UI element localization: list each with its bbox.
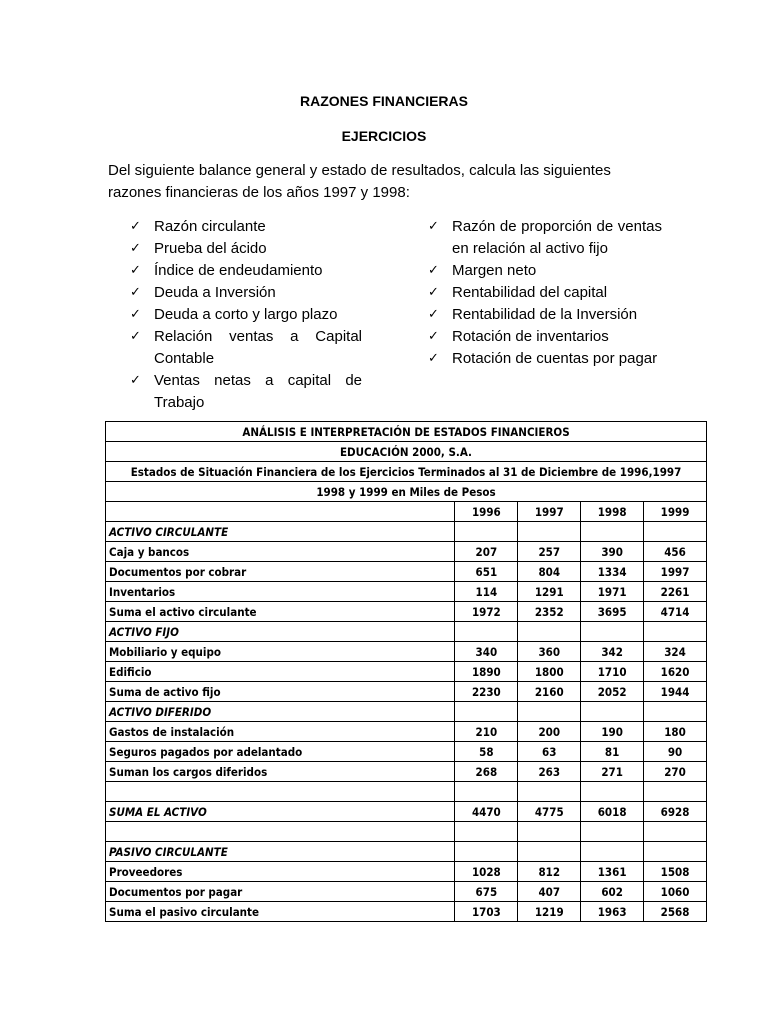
value-cell — [455, 842, 518, 862]
page-title: RAZONES FINANCIERAS — [299, 93, 468, 109]
ratio-label: Razón circulante — [154, 218, 266, 235]
value-cell: 263 — [518, 762, 581, 782]
section-row — [106, 842, 707, 862]
row-label: Suma de activo fijo — [106, 682, 455, 702]
section-row — [106, 802, 707, 822]
check-icon: ✓ — [428, 219, 439, 234]
value-cell: 651 — [455, 562, 518, 582]
section-label: SUMA EL ACTIVO — [106, 802, 455, 822]
row-label — [106, 782, 455, 802]
row-label: Suma el pasivo circulante — [106, 902, 455, 922]
section-row — [106, 622, 707, 642]
value-cell: 324 — [644, 642, 707, 662]
value-cell: 2160 — [518, 682, 581, 702]
ratio-label: Deuda a corto y largo plazo — [154, 306, 338, 323]
ratio-list-left — [130, 216, 362, 414]
ratio-label: Rotación de inventarios — [452, 328, 609, 345]
value-cell: 63 — [518, 742, 581, 762]
value-cell: 804 — [518, 562, 581, 582]
value-cell — [518, 782, 581, 802]
value-cell — [455, 702, 518, 722]
value-cell: 268 — [455, 762, 518, 782]
value-cell: 270 — [644, 762, 707, 782]
value-cell — [581, 622, 644, 642]
value-cell: 1971 — [581, 582, 644, 602]
ratio-label: Rotación de cuentas por pagar — [452, 350, 658, 367]
check-icon: ✓ — [428, 307, 439, 322]
ratio-label: Rentabilidad del capital — [452, 284, 608, 301]
row-label: Caja y bancos — [106, 542, 455, 562]
ratio-item — [130, 282, 362, 304]
ratio-item — [130, 326, 362, 370]
year-header: 1996 — [455, 502, 518, 522]
table-row — [106, 862, 707, 882]
value-cell — [518, 822, 581, 842]
value-cell: 4470 — [455, 802, 518, 822]
value-cell: 1963 — [581, 902, 644, 922]
ratio-label: Rentabilidad de la Inversión — [452, 306, 638, 323]
value-cell: 340 — [455, 642, 518, 662]
section-label: ACTIVO FIJO — [106, 622, 455, 642]
value-cell: 1361 — [581, 862, 644, 882]
table-row — [106, 902, 707, 922]
ratio-item — [130, 238, 362, 260]
value-cell: 1703 — [455, 902, 518, 922]
ratio-item — [428, 216, 662, 260]
value-cell: 1710 — [581, 662, 644, 682]
value-cell: 1972 — [455, 602, 518, 622]
value-cell — [455, 622, 518, 642]
value-cell: 4714 — [644, 602, 707, 622]
row-label: Edificio — [106, 662, 455, 682]
check-icon: ✓ — [130, 329, 141, 344]
ratio-label: Prueba del ácido — [154, 240, 267, 257]
value-cell — [644, 702, 707, 722]
row-label: Gastos de instalación — [106, 722, 455, 742]
table-header-cell: ANÁLISIS E INTERPRETACIÓN DE ESTADOS FINANCIEROS — [106, 422, 707, 442]
value-cell: 190 — [581, 722, 644, 742]
value-cell: 210 — [455, 722, 518, 742]
table-row — [106, 822, 707, 842]
value-cell: 6018 — [581, 802, 644, 822]
intro-paragraph: Del siguiente balance general y estado de resultados, calcula las siguientes razones financieras de los años 1997 y 1998: — [108, 162, 611, 201]
row-label: Inventarios — [106, 582, 455, 602]
table-header-cell: Estados de Situación Financiera de los Ejercicios Terminados al 31 de Diciembre de 1996,1997 — [106, 462, 707, 482]
section-row — [106, 522, 707, 542]
value-cell: 1508 — [644, 862, 707, 882]
value-cell: 675 — [455, 882, 518, 902]
value-cell: 114 — [455, 582, 518, 602]
check-icon: ✓ — [130, 373, 141, 388]
value-cell: 602 — [581, 882, 644, 902]
table-header-row — [106, 442, 707, 462]
value-cell: 1028 — [455, 862, 518, 882]
ratio-label: Razón de proporción de ventas en relación al activo fijo — [452, 218, 662, 257]
value-cell — [518, 522, 581, 542]
value-cell — [581, 782, 644, 802]
year-header-row — [106, 502, 707, 522]
value-cell: 1944 — [644, 682, 707, 702]
check-icon: ✓ — [428, 263, 439, 278]
value-cell: 1800 — [518, 662, 581, 682]
value-cell — [644, 622, 707, 642]
value-cell: 456 — [644, 542, 707, 562]
row-label: Documentos por pagar — [106, 882, 455, 902]
value-cell: 1219 — [518, 902, 581, 922]
value-cell: 4775 — [518, 802, 581, 822]
value-cell: 812 — [518, 862, 581, 882]
ratio-label: Margen neto — [452, 262, 537, 279]
table-header-cell: 1998 y 1999 en Miles de Pesos — [106, 482, 707, 502]
year-header: 1998 — [581, 502, 644, 522]
value-cell: 2261 — [644, 582, 707, 602]
ratio-item — [428, 282, 662, 304]
check-icon: ✓ — [130, 263, 141, 278]
year-header: 1999 — [644, 502, 707, 522]
table-row — [106, 662, 707, 682]
table-row — [106, 582, 707, 602]
value-cell: 6928 — [644, 802, 707, 822]
table-row — [106, 762, 707, 782]
ratio-item — [130, 370, 362, 414]
table-row — [106, 542, 707, 562]
value-cell — [518, 622, 581, 642]
table-row — [106, 722, 707, 742]
value-cell — [581, 842, 644, 862]
ratio-label: Ventas netas a capital de Trabajo — [154, 372, 362, 411]
value-cell: 2568 — [644, 902, 707, 922]
value-cell: 390 — [581, 542, 644, 562]
value-cell — [581, 822, 644, 842]
ratio-item — [428, 348, 662, 370]
check-icon: ✓ — [428, 329, 439, 344]
value-cell: 1890 — [455, 662, 518, 682]
table-header-row — [106, 462, 707, 482]
ratio-item — [428, 326, 662, 348]
value-cell: 90 — [644, 742, 707, 762]
year-header-blank — [106, 502, 455, 522]
value-cell: 2230 — [455, 682, 518, 702]
value-cell: 2352 — [518, 602, 581, 622]
value-cell — [644, 842, 707, 862]
value-cell — [455, 822, 518, 842]
ratio-label: Índice de endeudamiento — [154, 262, 323, 279]
ratio-label: Relación ventas a Capital Contable — [154, 328, 362, 367]
row-label: Mobiliario y equipo — [106, 642, 455, 662]
value-cell — [518, 842, 581, 862]
table-row — [106, 782, 707, 802]
section-label: ACTIVO DIFERIDO — [106, 702, 455, 722]
check-icon: ✓ — [428, 351, 439, 366]
value-cell — [455, 522, 518, 542]
table-row — [106, 562, 707, 582]
value-cell — [455, 782, 518, 802]
value-cell: 1291 — [518, 582, 581, 602]
table-row — [106, 882, 707, 902]
row-label: Seguros pagados por adelantado — [106, 742, 455, 762]
value-cell: 407 — [518, 882, 581, 902]
row-label: Proveedores — [106, 862, 455, 882]
value-cell: 257 — [518, 542, 581, 562]
value-cell — [581, 702, 644, 722]
ratio-item — [130, 304, 362, 326]
value-cell: 2052 — [581, 682, 644, 702]
value-cell: 271 — [581, 762, 644, 782]
check-icon: ✓ — [130, 241, 141, 256]
table-row — [106, 602, 707, 622]
value-cell — [644, 522, 707, 542]
row-label — [106, 822, 455, 842]
table-header-row — [106, 482, 707, 502]
value-cell: 1334 — [581, 562, 644, 582]
section-row — [106, 702, 707, 722]
value-cell: 342 — [581, 642, 644, 662]
section-label: PASIVO CIRCULANTE — [106, 842, 455, 862]
row-label: Suman los cargos diferidos — [106, 762, 455, 782]
section-label: ACTIVO CIRCULANTE — [106, 522, 455, 542]
value-cell: 81 — [581, 742, 644, 762]
value-cell: 3695 — [581, 602, 644, 622]
page-subtitle: EJERCICIOS — [341, 128, 427, 144]
row-label: Documentos por cobrar — [106, 562, 455, 582]
value-cell — [644, 782, 707, 802]
value-cell — [581, 522, 644, 542]
check-icon: ✓ — [130, 285, 141, 300]
table-row — [106, 682, 707, 702]
row-label: Suma el activo circulante — [106, 602, 455, 622]
table-header-row — [106, 422, 707, 442]
financial-statement-table — [105, 421, 707, 922]
value-cell: 1620 — [644, 662, 707, 682]
year-header: 1997 — [518, 502, 581, 522]
ratio-item — [130, 216, 362, 238]
table-row — [106, 642, 707, 662]
ratio-label: Deuda a Inversión — [154, 284, 276, 301]
value-cell: 360 — [518, 642, 581, 662]
ratio-list-right — [428, 216, 662, 370]
table-header-cell: EDUCACIÓN 2000, S.A. — [106, 442, 707, 462]
value-cell: 1997 — [644, 562, 707, 582]
value-cell — [644, 822, 707, 842]
value-cell: 1060 — [644, 882, 707, 902]
table-row — [106, 742, 707, 762]
value-cell — [518, 702, 581, 722]
value-cell: 58 — [455, 742, 518, 762]
check-icon: ✓ — [130, 307, 141, 322]
ratio-item — [428, 304, 662, 326]
check-icon: ✓ — [130, 219, 141, 234]
ratio-item — [130, 260, 362, 282]
check-icon: ✓ — [428, 285, 439, 300]
value-cell: 207 — [455, 542, 518, 562]
value-cell: 180 — [644, 722, 707, 742]
ratio-item — [428, 260, 662, 282]
value-cell: 200 — [518, 722, 581, 742]
